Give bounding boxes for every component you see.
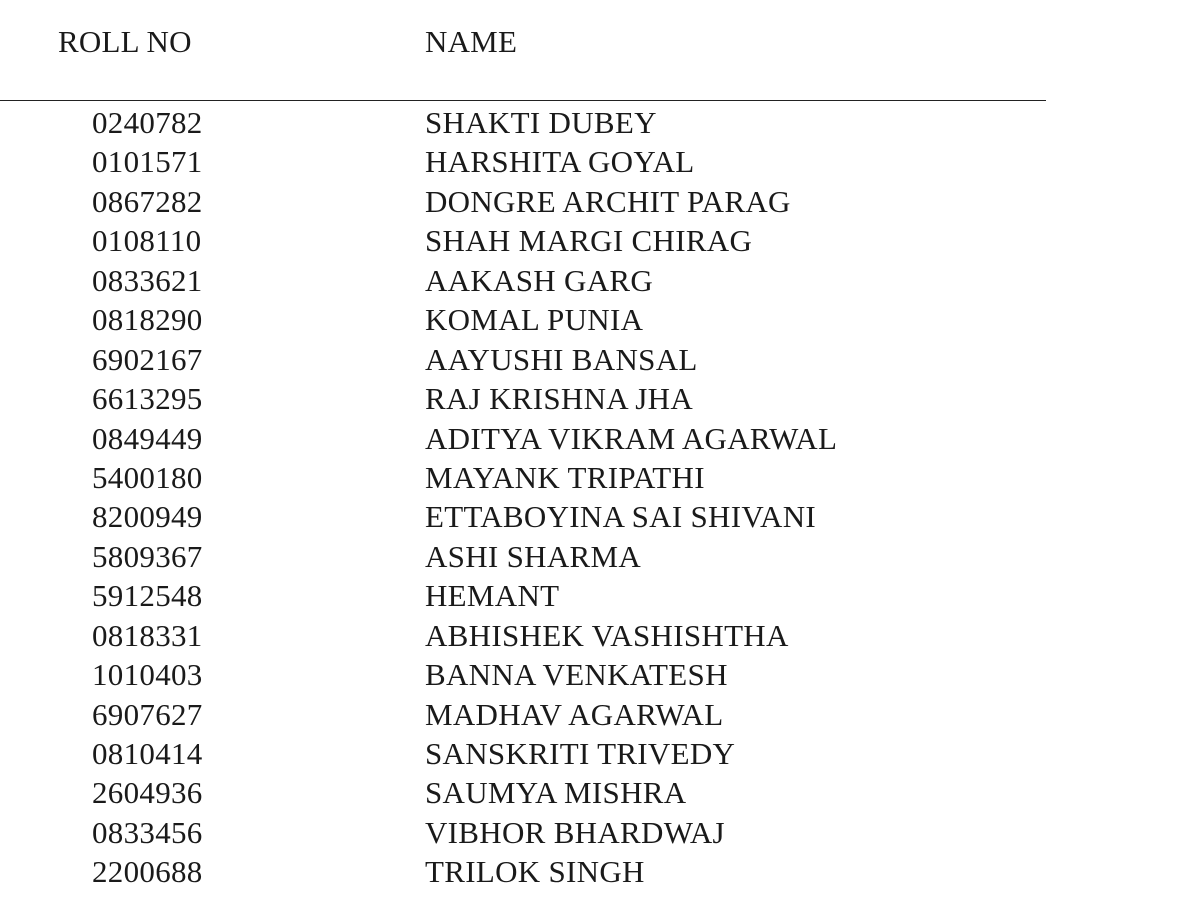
roll-number-cell: 0849449 — [92, 420, 203, 456]
name-cell: ABHISHEK VASHISHTHA — [425, 617, 789, 653]
name-cell: KOMAL PUNIA — [425, 302, 644, 338]
name-cell: AAKASH GARG — [425, 262, 654, 298]
name-cell: BANNA VENKATESH — [425, 657, 728, 693]
table-row — [0, 655, 1200, 694]
roll-number-cell: 1010403 — [92, 657, 203, 693]
roll-number-cell: 0833621 — [92, 262, 203, 298]
column-header-name: NAME — [425, 24, 518, 59]
name-cell: ETTABOYINA SAI SHIVANI — [425, 499, 817, 535]
roll-number-cell: 0108110 — [92, 223, 202, 259]
column-header-roll-no: ROLL NO — [58, 24, 192, 59]
name-cell: VIBHOR BHARDWAJ — [425, 814, 725, 850]
table-row — [0, 182, 1200, 221]
table-row — [0, 616, 1200, 655]
roll-number-cell: 0810414 — [92, 736, 203, 771]
name-cell: MAYANK TRIPATHI — [425, 459, 705, 495]
name-cell: SHAKTI DUBEY — [425, 105, 657, 140]
table-row — [0, 379, 1200, 418]
table-row — [0, 340, 1200, 379]
table-row — [0, 419, 1200, 458]
name-cell: SHAH MARGI CHIRAG — [425, 223, 753, 259]
roll-number-cell: 5912548 — [92, 578, 203, 614]
name-cell: ASHI SHARMA — [425, 538, 642, 574]
roll-number-cell: 0867282 — [92, 183, 203, 219]
table-row — [0, 300, 1200, 339]
header-divider — [0, 100, 1046, 101]
roll-number-cell: 8200949 — [92, 499, 203, 535]
roll-number-cell: 5809367 — [92, 538, 203, 574]
roll-number-cell: 0833456 — [92, 814, 203, 850]
table-row — [0, 852, 1200, 891]
name-cell: HEMANT — [425, 578, 560, 614]
table-row — [0, 221, 1200, 260]
roll-number-cell: 6907627 — [92, 696, 203, 732]
name-cell: SAUMYA MISHRA — [425, 775, 687, 811]
table-row — [0, 695, 1200, 734]
name-cell: AAYUSHI BANSAL — [425, 341, 698, 377]
name-cell: MADHAV AGARWAL — [425, 696, 724, 732]
name-cell: SANSKRITI TRIVEDY — [425, 736, 736, 771]
roll-number-cell: 6613295 — [92, 381, 203, 417]
table-row — [0, 734, 1200, 773]
name-cell: TRILOK SINGH — [425, 854, 645, 890]
table-row — [0, 537, 1200, 576]
roll-number-cell: 0240782 — [92, 105, 203, 140]
table-row — [0, 458, 1200, 497]
table-row — [0, 103, 1200, 142]
roll-number-cell: 5400180 — [92, 459, 203, 495]
roll-number-cell: 2604936 — [92, 775, 203, 811]
table-row — [0, 142, 1200, 181]
results-table-body — [0, 103, 1200, 892]
table-row — [0, 576, 1200, 615]
roll-number-cell: 0101571 — [92, 144, 203, 180]
table-row — [0, 773, 1200, 812]
name-cell: RAJ KRISHNA JHA — [425, 381, 694, 417]
roll-number-cell: 6902167 — [92, 341, 203, 377]
name-cell: ADITYA VIKRAM AGARWAL — [425, 420, 838, 456]
name-cell: DONGRE ARCHIT PARAG — [425, 183, 791, 219]
roll-number-cell: 2200688 — [92, 854, 203, 890]
roll-number-cell: 0818331 — [92, 617, 203, 653]
roll-number-cell: 0818290 — [92, 302, 203, 338]
table-row — [0, 497, 1200, 536]
table-row — [0, 261, 1200, 300]
table-row — [0, 813, 1200, 852]
name-cell: HARSHITA GOYAL — [425, 144, 695, 180]
